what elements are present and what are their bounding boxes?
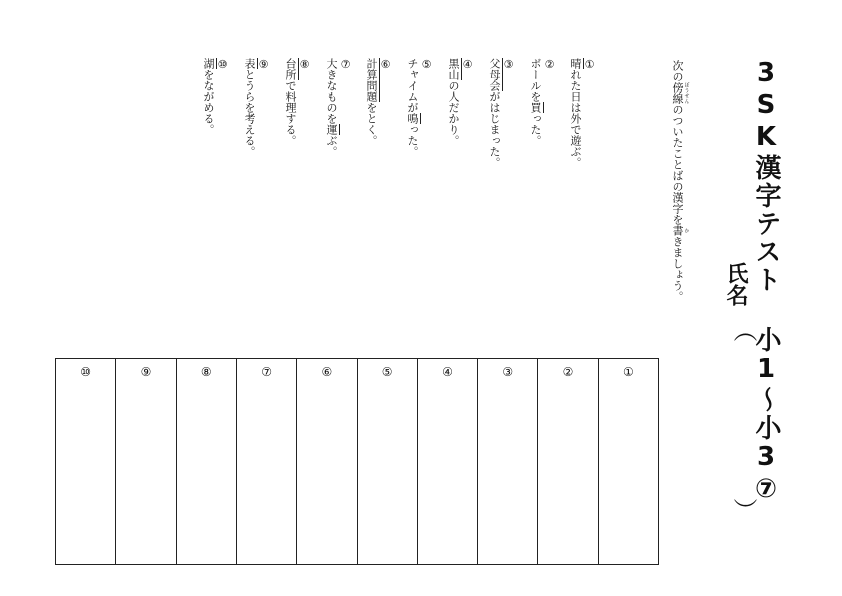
question-2 [527,58,556,146]
question-8 [282,58,311,146]
answer-cell-10[interactable] [56,359,115,564]
question-10 [200,58,229,135]
answer-cell-1[interactable] [598,359,658,564]
answer-grid [55,358,659,565]
answer-cell-number: ② [562,365,574,379]
answer-cell-number: ③ [502,365,514,379]
answer-cell-number: ⑨ [140,365,152,379]
instruction-pre: 次の [671,60,684,82]
underlined-word: 運 [325,124,338,135]
question-post: がはじまった。 [488,91,501,168]
instruction-kaku: 書 か [671,225,690,236]
underlined-word: 台所 [284,58,297,80]
instruction [672,60,690,302]
answer-cell-number: ⑦ [261,365,272,379]
answer-cell-number: ⑤ [381,365,393,379]
question-number: ④ [461,58,474,71]
instruction-target-reading: ぼうせん [683,82,690,104]
question-number: ⑦ [339,58,352,71]
question-number: ⑨ [257,58,270,71]
instruction-target: 傍線 ぼうせん [671,82,690,104]
question-number: ② [543,58,556,71]
question-post: った。 [406,124,419,157]
question-pre: ボールを [529,58,542,102]
question-3 [486,58,515,168]
instruction-kaku-reading: か [683,225,690,236]
answer-cell-4[interactable] [417,359,477,564]
question-post: の人だかり。 [447,80,460,146]
question-pre: 大きなものを [325,58,338,124]
question-number: ⑧ [298,58,311,71]
question-post: で料理する。 [284,80,297,146]
question-number: ⑤ [420,58,433,71]
question-7 [323,58,352,157]
question-number: ③ [502,58,515,71]
question-9 [241,58,270,157]
answer-cell-number: ④ [442,365,453,379]
question-4 [445,58,474,146]
name-close-paren: ） [729,498,757,522]
underlined-word: 黒山 [447,58,460,80]
answer-cell-7[interactable] [236,359,296,564]
question-5 [404,58,433,157]
answer-cell-3[interactable] [477,359,537,564]
answer-cell-number: ① [622,365,634,379]
underlined-word: 表 [243,58,256,69]
question-1 [567,58,596,168]
question-pre: チャイムが [406,58,419,113]
question-post: った。 [529,113,542,146]
question-post: をながめる。 [202,69,215,135]
instruction-mid: のついたことばの漢字を [671,104,684,225]
question-post: れた日は外で遊ぶ。 [569,69,582,168]
instruction-post: きましょう。 [671,236,684,302]
underlined-word: 計算問題 [365,58,378,102]
question-6 [363,58,392,146]
answer-cell-number: ⑥ [321,365,333,379]
question-post: をとく。 [365,102,378,146]
question-number: ① [583,58,596,71]
underlined-word: 買 [529,102,542,113]
underlined-word: 湖 [202,58,215,69]
answer-cell-8[interactable] [176,359,236,564]
answer-cell-number: ⑧ [200,365,212,379]
answer-cell-2[interactable] [537,359,597,564]
question-post: とうらを考える。 [243,69,256,157]
answer-cell-6[interactable] [296,359,356,564]
answer-cell-9[interactable] [115,359,175,564]
name-label: 氏名 [723,262,748,306]
underlined-word: 鳴 [406,113,419,124]
test-title: 3SK漢字テスト 小1〜小3⑦ [751,58,781,506]
name-open-paren: （ [729,318,757,342]
underlined-word: 父母会 [488,58,501,91]
answer-cell-number: ⑩ [80,365,92,379]
underlined-word: 晴 [569,58,582,69]
question-number: ⑥ [379,58,392,71]
question-post: ぶ。 [325,135,338,157]
question-number: ⑩ [216,58,229,71]
answer-cell-5[interactable] [357,359,417,564]
